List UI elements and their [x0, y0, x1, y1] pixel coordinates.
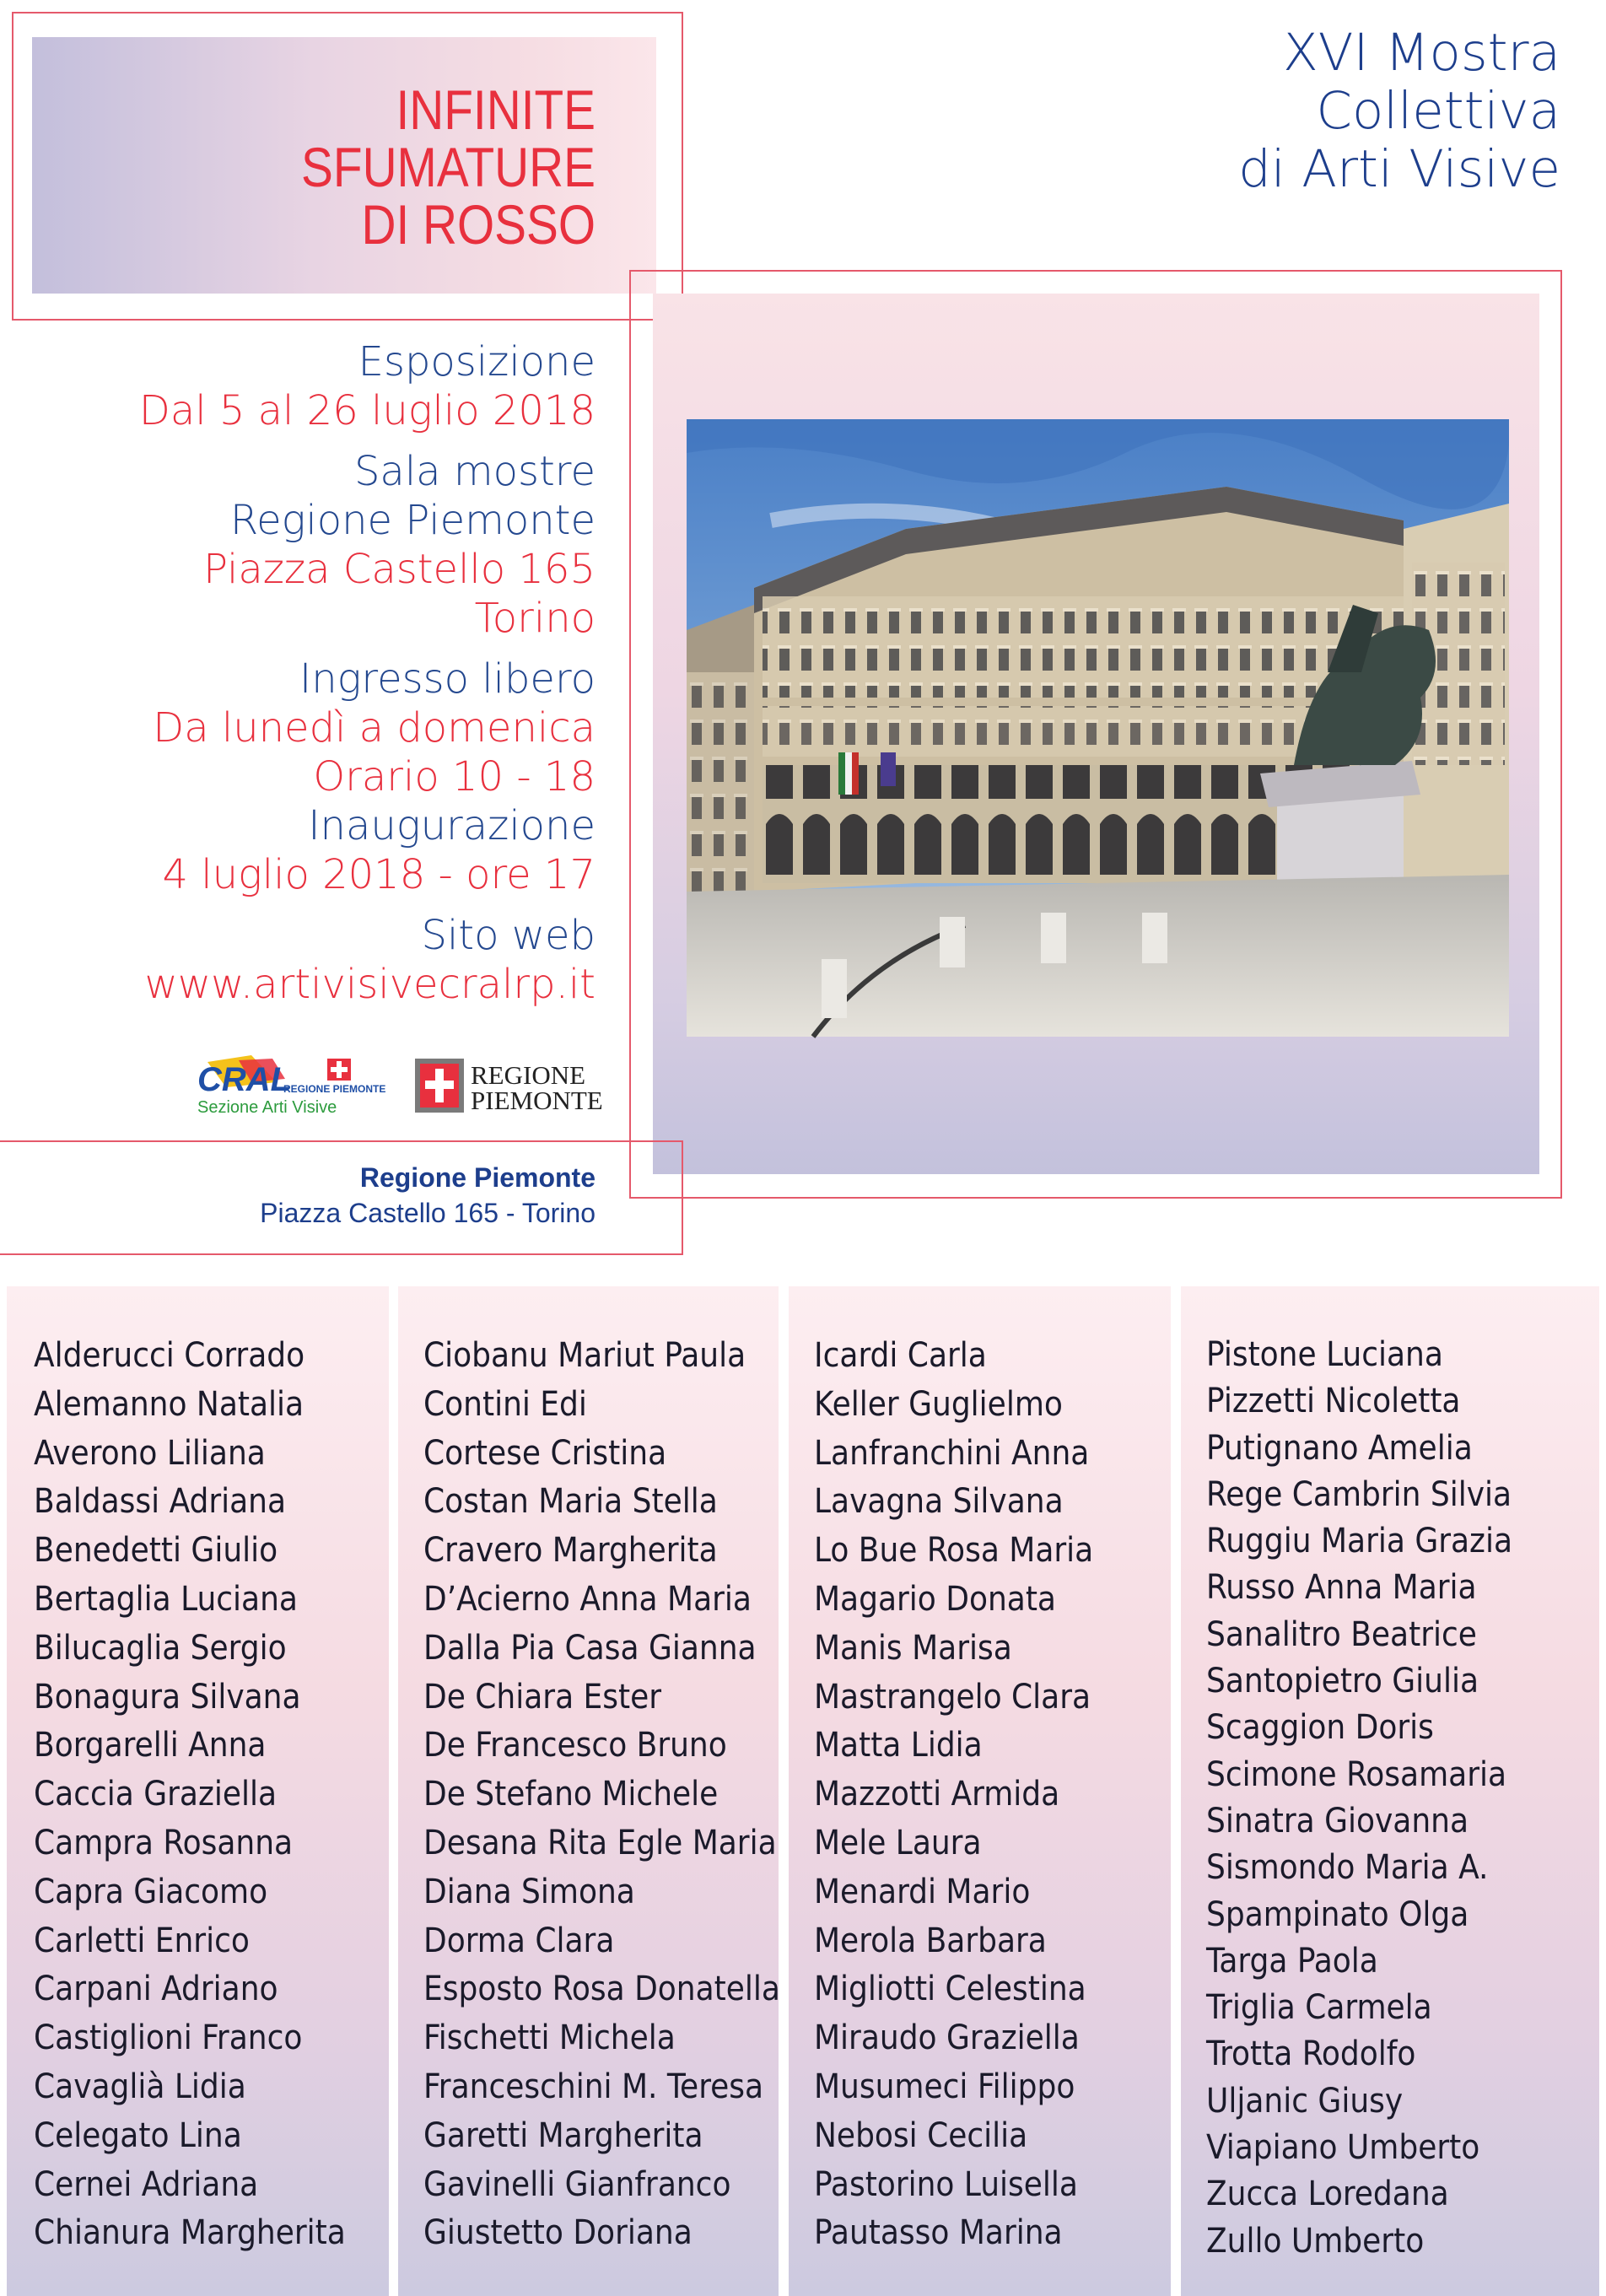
artist-name: Zullo Umberto: [1206, 2221, 1425, 2261]
artist-name: Bilucaglia Sergio: [34, 1628, 287, 1668]
artist-column-4: [1181, 1286, 1599, 2296]
artist-name: Musumeci Filippo: [814, 2067, 1075, 2106]
artist-name: Cernei Adriana: [34, 2164, 259, 2204]
artist-name: Fischetti Michela: [423, 2018, 676, 2058]
artist-name: Keller Guglielmo: [814, 1384, 1063, 1424]
artist-name: Costan Maria Stella: [423, 1482, 718, 1522]
artist-name: Alderucci Corrado: [34, 1336, 305, 1375]
header-line: XVI Mostra: [1282, 23, 1560, 83]
title-line: DI ROSSO: [361, 193, 596, 256]
opening-hours: Orario 10 - 18: [313, 753, 596, 800]
artist-name: Sismondo Maria A.: [1206, 1848, 1489, 1888]
title-line: SFUMATURE: [301, 136, 596, 198]
painting-piazza-castello: [687, 419, 1509, 1037]
header-line: Collettiva: [1316, 81, 1560, 141]
artist-name: De Francesco Bruno: [423, 1726, 727, 1765]
venue-city: Torino: [474, 595, 596, 642]
artist-name: Ciobanu Mariut Paula: [423, 1336, 746, 1375]
website-link[interactable]: www.artivisivecralrp.it: [144, 961, 596, 1008]
artist-name: Carletti Enrico: [34, 1921, 250, 1960]
artist-name: D’Acierno Anna Maria: [423, 1579, 752, 1619]
inaugurazione-date: 4 luglio 2018 - ore 17: [162, 851, 596, 898]
regione-logo-line1: REGIONE: [471, 1060, 586, 1090]
artist-name: Franceschini M. Teresa: [423, 2067, 764, 2106]
artist-name: Borgarelli Anna: [34, 1726, 267, 1765]
artist-name: Menardi Mario: [814, 1872, 1031, 1911]
artist-name: Dorma Clara: [423, 1921, 615, 1960]
artist-name: Esposto Rosa Donatella: [423, 1970, 780, 2009]
opening-days: Da lunedì a domenica: [153, 704, 596, 752]
artist-name: Targa Paola: [1206, 1941, 1378, 1981]
artist-name: Mele Laura: [814, 1823, 982, 1862]
artist-name: Garetti Margherita: [423, 2115, 703, 2155]
artist-name: Cortese Cristina: [423, 1433, 667, 1473]
address-block: [89, 1160, 596, 1231]
artist-name: Sanalitro Beatrice: [1206, 1614, 1477, 1654]
regione-logo-line2: PIEMONTE: [471, 1086, 603, 1115]
address-name: Regione Piemonte: [359, 1162, 596, 1193]
artist-name: Gavinelli Gianfranco: [423, 2164, 731, 2204]
artist-name: Magario Donata: [814, 1579, 1056, 1619]
artist-name: Miraudo Graziella: [814, 2018, 1080, 2058]
artist-name: Carpani Adriano: [34, 1970, 278, 2009]
artist-name: Pautasso Marina: [814, 2213, 1063, 2253]
header-line: di Arti Visive: [1238, 139, 1560, 199]
artist-name: Merola Barbara: [814, 1921, 1047, 1960]
artist-name: De Stefano Michele: [423, 1775, 719, 1814]
cral-logo-sub: REGIONE PIEMONTE: [283, 1083, 386, 1095]
artist-column-3: [789, 1286, 1171, 2296]
artist-name: Giustetto Doriana: [423, 2213, 693, 2253]
artist-name: Contini Edi: [423, 1384, 587, 1424]
artist-name: Putignano Amelia: [1206, 1428, 1473, 1468]
artist-name: Russo Anna Maria: [1206, 1568, 1477, 1608]
artist-column-1: [7, 1286, 389, 2296]
artist-name: Lo Bue Rosa Maria: [814, 1531, 1094, 1571]
poster-title: [189, 78, 596, 256]
artist-name: Viapiano Umberto: [1206, 2128, 1480, 2168]
artist-name: Nebosi Cecilia: [814, 2115, 1028, 2155]
artist-name: Cravero Margherita: [423, 1531, 718, 1571]
cral-logo: [192, 1054, 386, 1118]
artist-name: Baldassi Adriana: [34, 1482, 287, 1522]
exhibition-dates: Dal 5 al 26 luglio 2018: [138, 387, 596, 434]
artist-name: Mazzotti Armida: [814, 1775, 1060, 1814]
artist-name: Castiglioni Franco: [34, 2018, 303, 2058]
artist-name: Scaggion Doris: [1206, 1708, 1434, 1748]
exhibition-info: [56, 337, 596, 1009]
artist-name: Dalla Pia Casa Gianna: [423, 1628, 757, 1668]
artist-name: Pizzetti Nicoletta: [1206, 1382, 1461, 1421]
esposizione-label: Esposizione: [358, 338, 596, 385]
artist-name: Cavaglià Lidia: [34, 2067, 246, 2106]
artist-name: Uljanic Giusy: [1206, 2081, 1404, 2121]
artist-name: Santopietro Giulia: [1206, 1662, 1479, 1701]
cral-logo-text: CRAL: [197, 1061, 292, 1098]
artist-column-2: [398, 1286, 779, 2296]
venue-name: Regione Piemonte: [229, 497, 596, 544]
artist-list: [423, 1332, 780, 2258]
artist-name: Spampinato Olga: [1206, 1894, 1469, 1934]
artist-name: Diana Simona: [423, 1872, 635, 1911]
artist-name: Alemanno Natalia: [34, 1384, 304, 1424]
artist-name: Matta Lidia: [814, 1726, 983, 1765]
ingresso-label: Ingresso libero: [299, 655, 596, 703]
artist-name: Rege Cambrin Silvia: [1206, 1474, 1512, 1514]
artist-name: Icardi Carla: [814, 1336, 987, 1375]
artist-name: Sinatra Giovanna: [1206, 1801, 1469, 1841]
artist-name: Manis Marisa: [814, 1628, 1012, 1668]
artist-name: Trotta Rodolfo: [1206, 2035, 1416, 2074]
artist-name: Mastrangelo Clara: [814, 1677, 1091, 1717]
artist-list: [34, 1332, 346, 2258]
artist-name: Migliotti Celestina: [814, 1970, 1086, 2009]
artist-name: Campra Rosanna: [34, 1823, 294, 1862]
artist-name: Capra Giacomo: [34, 1872, 268, 1911]
exhibition-header: [970, 24, 1560, 198]
title-line: INFINITE: [396, 78, 596, 141]
regione-piemonte-logo: [415, 1057, 603, 1115]
artist-name: Ruggiu Maria Grazia: [1206, 1522, 1512, 1561]
artist-name: Pastorino Luisella: [814, 2164, 1078, 2204]
address-street: Piazza Castello 165 - Torino: [260, 1198, 596, 1228]
artist-name: Desana Rita Egle Maria: [423, 1823, 777, 1862]
web-label: Sito web: [421, 912, 596, 959]
venue-label: Sala mostre: [353, 448, 596, 495]
artist-list: [814, 1332, 1093, 2258]
cral-logo-section: Sezione Arti Visive: [197, 1098, 337, 1117]
artist-name: De Chiara Ester: [423, 1677, 662, 1717]
artist-name: Celegato Lina: [34, 2115, 242, 2155]
artist-name: Pistone Luciana: [1206, 1335, 1443, 1374]
artist-name: Triglia Carmela: [1206, 1988, 1432, 2028]
artist-name: Zucca Loredana: [1206, 2175, 1449, 2214]
artist-name: Lavagna Silvana: [814, 1482, 1064, 1522]
venue-street: Piazza Castello 165: [203, 546, 596, 593]
artist-name: Caccia Graziella: [34, 1775, 278, 1814]
artist-name: Scimone Rosamaria: [1206, 1754, 1507, 1794]
artist-name: Bonagura Silvana: [34, 1677, 301, 1717]
artist-list: [1206, 1332, 1512, 2265]
artist-name: Bertaglia Luciana: [34, 1579, 298, 1619]
artist-name: Chianura Margherita: [34, 2213, 346, 2253]
artist-name: Averono Liliana: [34, 1433, 266, 1473]
artist-name: Lanfranchini Anna: [814, 1433, 1090, 1473]
inaugurazione-label: Inaugurazione: [308, 802, 596, 849]
artist-name: Benedetti Giulio: [34, 1531, 278, 1571]
